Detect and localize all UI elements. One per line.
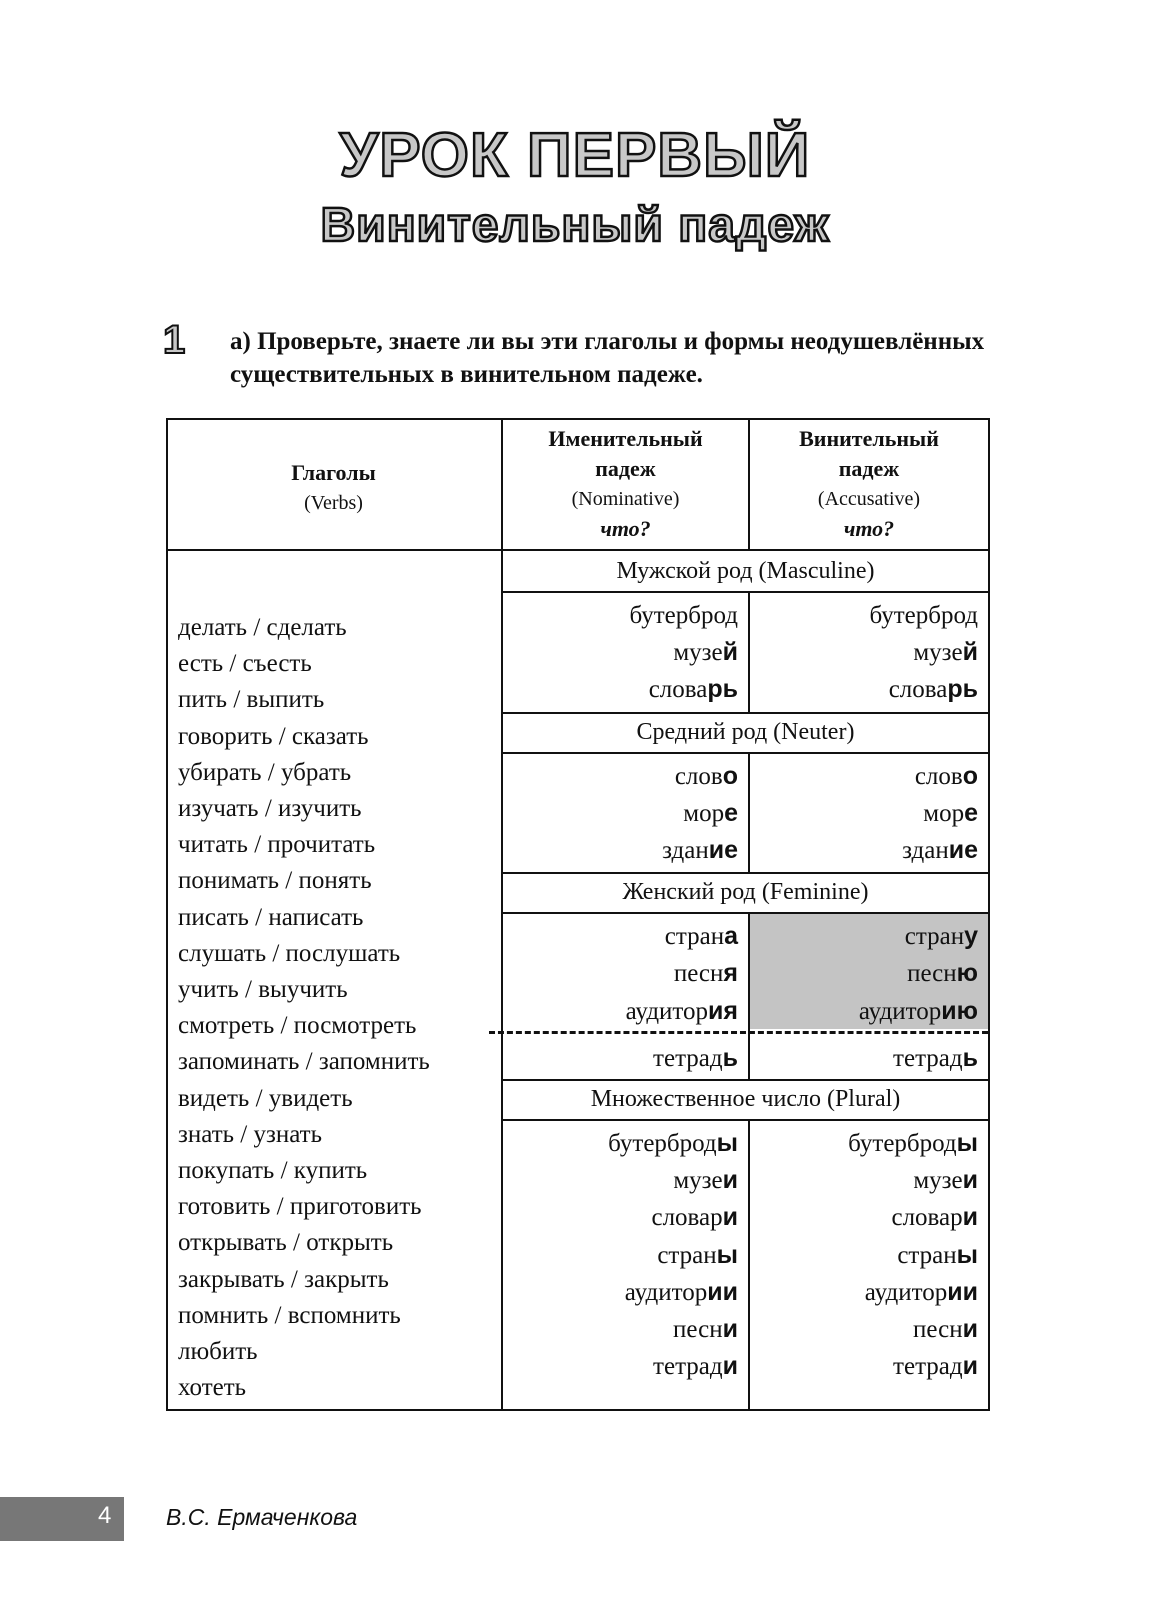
accusative-column xyxy=(748,597,978,709)
verb-item: помнить / вспомнить xyxy=(178,1301,401,1329)
accusative-column xyxy=(748,918,978,1077)
verb-item: смотреть / посмотреть xyxy=(178,1012,417,1040)
nom-form: тетради xyxy=(653,1352,738,1381)
acc-form: бутерброды xyxy=(848,1129,978,1157)
exercise-instruction: а) Проверьте, знаете ли вы эти глаголы и формы неодушевлённых существительных в винительном падеже. xyxy=(230,328,985,388)
verbs-list xyxy=(178,610,430,1406)
header-nominative: Именительный падеж (Nominative) что? xyxy=(548,426,703,541)
verb-item: есть / съесть xyxy=(178,650,312,678)
verb-item: говорить / сказать xyxy=(178,722,369,750)
verb-item: знать / узнать xyxy=(178,1120,323,1148)
exercise-number: 1 xyxy=(163,318,186,362)
verb-item: покупать / купить xyxy=(178,1157,368,1185)
nominative-column xyxy=(503,1125,738,1385)
nom-form: аудитория xyxy=(625,996,738,1025)
dashed-separator xyxy=(489,1031,988,1034)
acc-form: тетради xyxy=(893,1352,978,1381)
verb-item: готовить / приготовить xyxy=(178,1193,422,1221)
nom-form: страна xyxy=(664,922,738,951)
verb-item: открывать / открыть xyxy=(178,1229,394,1257)
accusative-column xyxy=(748,1125,978,1385)
nom-form: песни xyxy=(673,1315,738,1344)
acc-form: песни xyxy=(913,1315,978,1344)
verb-item: изучать / изучить xyxy=(178,795,362,823)
acc-form: тетрадь xyxy=(893,1043,978,1072)
verb-item: делать / сделать xyxy=(178,614,347,641)
nom-form: песня xyxy=(673,959,738,988)
acc-form: море xyxy=(923,798,978,827)
header-accusative: Винительный падеж (Accusative) что? xyxy=(799,426,939,541)
author-name: В.С. Ермаченкова xyxy=(166,1504,358,1530)
acc-form: слово xyxy=(914,761,978,790)
section-label: Мужской род (Masculine) xyxy=(616,558,875,584)
verb-item: запоминать / запомнить xyxy=(178,1048,430,1076)
acc-form: здание xyxy=(902,836,978,864)
nom-form: тетрадь xyxy=(653,1043,738,1072)
nom-form: бутерброды xyxy=(608,1129,738,1157)
nom-form: море xyxy=(683,798,738,827)
verb-item: читать / прочитать xyxy=(178,831,376,859)
nominative-column xyxy=(503,918,738,1077)
lesson-subtitle: Винительный падеж xyxy=(320,199,830,252)
nom-form: музей xyxy=(673,638,738,667)
verb-item: писать / написать xyxy=(178,903,364,931)
nom-form: здание xyxy=(662,836,738,864)
nom-form: страны xyxy=(657,1240,738,1269)
verb-item: любить xyxy=(178,1338,258,1366)
acc-form: словари xyxy=(891,1203,978,1232)
acc-form: страну xyxy=(904,922,978,951)
verb-item: пить / выпить xyxy=(178,686,325,714)
verb-item: закрывать / закрыть xyxy=(178,1265,389,1293)
nom-form: слово xyxy=(674,761,738,790)
lesson-title: УРОК ПЕРВЫЙ xyxy=(339,121,811,190)
nom-form: словари xyxy=(651,1203,738,1232)
section-label: Средний род (Neuter) xyxy=(636,718,855,745)
nom-form: бутерброд xyxy=(629,602,738,629)
nom-form: аудитории xyxy=(624,1277,738,1306)
acc-form: песню xyxy=(907,959,978,988)
acc-form: страны xyxy=(897,1240,978,1269)
verb-item: слушать / послушать xyxy=(178,939,401,967)
page-number: 4 xyxy=(98,1502,112,1529)
verb-item: убирать / убрать xyxy=(178,758,352,786)
nominative-column xyxy=(503,597,738,709)
header-verbs: Глаголы (Verbs) xyxy=(291,460,376,514)
verb-item: хотеть xyxy=(178,1374,247,1402)
nom-form: музеи xyxy=(673,1166,738,1195)
acc-form: аудиторию xyxy=(858,996,978,1025)
section-label: Женский род (Feminine) xyxy=(622,879,869,906)
acc-form: аудитории xyxy=(864,1277,978,1306)
nominative-column xyxy=(503,758,738,870)
grammar-table xyxy=(166,418,990,1411)
acc-form: музеи xyxy=(913,1166,978,1195)
acc-form: музей xyxy=(913,638,978,667)
acc-form: словарь xyxy=(888,675,978,704)
accusative-column xyxy=(748,758,978,870)
acc-form: бутерброд xyxy=(869,602,978,629)
nom-form: словарь xyxy=(648,675,738,704)
verb-item: понимать / понять xyxy=(178,867,372,895)
verb-item: учить / выучить xyxy=(178,976,348,1004)
section-label: Множественное число (Plural) xyxy=(590,1086,901,1112)
verb-item: видеть / увидеть xyxy=(178,1084,353,1112)
